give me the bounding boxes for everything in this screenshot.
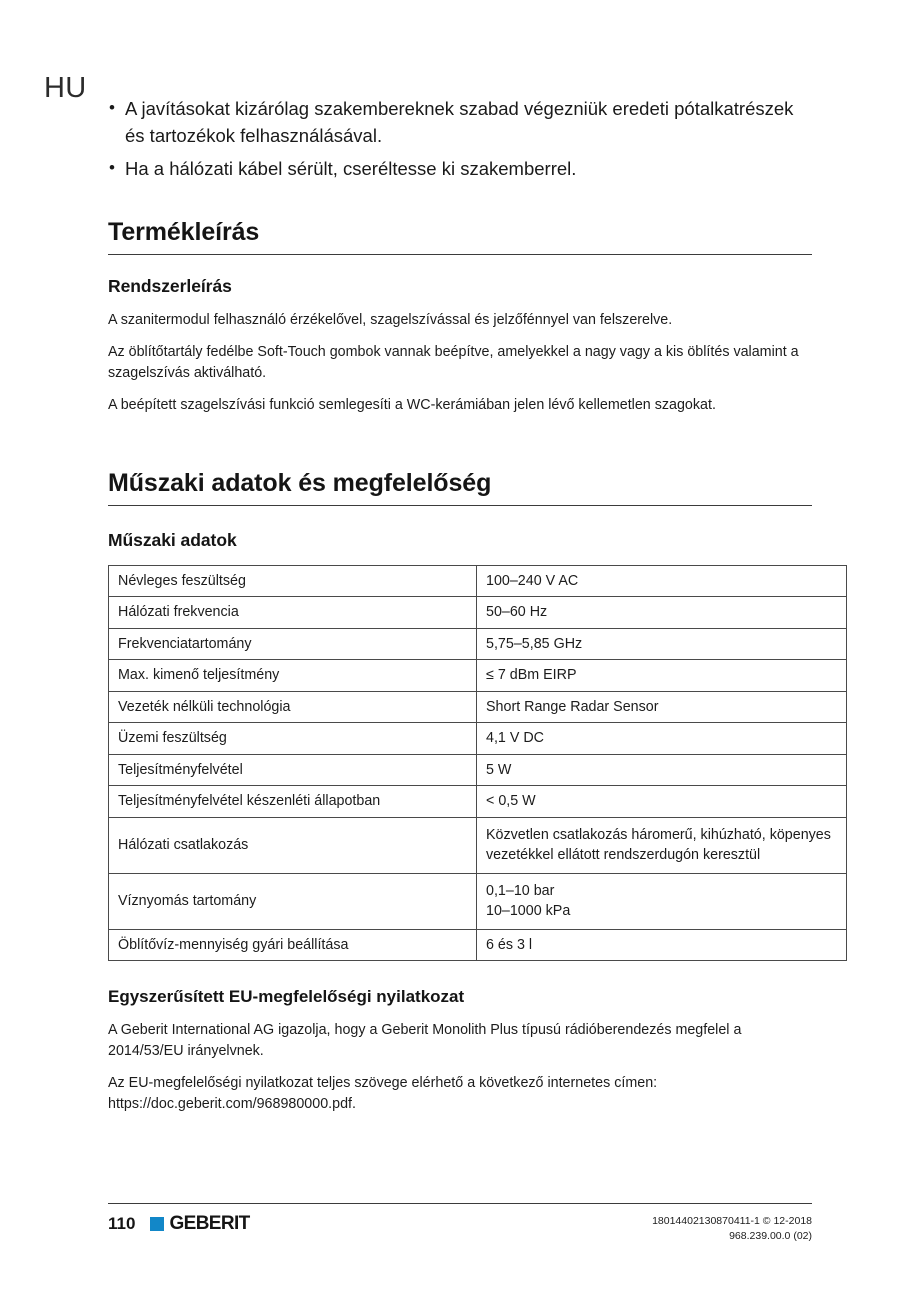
section-product-description — [108, 217, 812, 255]
table-row — [109, 565, 847, 597]
table-cell-value: 4,1 V DC — [477, 723, 847, 755]
table-cell-value: 5,75–5,85 GHz — [477, 628, 847, 660]
table-cell-label: Víznyomás tartomány — [109, 873, 477, 929]
table-cell-value: ≤ 7 dBm EIRP — [477, 660, 847, 692]
table-cell-value — [477, 873, 847, 929]
table-cell-value: Short Range Radar Sensor — [477, 691, 847, 723]
table-cell-label: Névleges feszültség — [109, 565, 477, 597]
table-cell-label: Vezeték nélküli technológia — [109, 691, 477, 723]
geberit-logo — [150, 1214, 249, 1233]
subsection-technical-data — [108, 530, 812, 551]
table-row — [109, 929, 847, 961]
table-cell-value: 5 W — [477, 754, 847, 786]
table-row — [109, 817, 847, 873]
logo-square-icon — [150, 1217, 164, 1231]
page-number: 110 — [108, 1214, 136, 1233]
subsection-heading: Egyszerűsített EU-megfelelőségi nyilatkozat — [108, 987, 465, 1006]
subsection-heading: Rendszerleírás — [108, 275, 232, 296]
technical-specifications-table — [108, 565, 847, 962]
table-cell-label: Teljesítményfelvétel készenléti állapotban — [109, 786, 477, 818]
table-row — [109, 628, 847, 660]
subsection-heading: Műszaki adatok — [108, 529, 237, 550]
table-body — [109, 565, 847, 961]
table-cell-label: Üzemi feszültség — [109, 723, 477, 755]
paragraph: A Geberit International AG igazolja, hogy a Geberit Monolith Plus típusú rádióberendezés megfelel a 2014/53/EU irányelvnek. — [108, 1022, 742, 1059]
table-cell-label: Hálózati csatlakozás — [109, 817, 477, 873]
page-content — [108, 96, 831, 1115]
table-row — [109, 786, 847, 818]
list-item: • Ha a hálózati kábel sérült, cseréltesse ki szakemberrel. — [108, 156, 812, 183]
table-cell-label: Max. kimenő teljesítmény — [109, 660, 477, 692]
table-cell-value: Közvetlen csatlakozás háromerű, kihúzható, köpenyes vezetékkel ellátott rendszerdugón keresztül — [477, 817, 847, 873]
table-row — [109, 873, 847, 929]
table-cell-label: Teljesítményfelvétel — [109, 754, 477, 786]
intro-bullet-list — [108, 96, 812, 183]
table-row — [109, 597, 847, 629]
table-cell-value-line: 10–1000 kPa — [486, 903, 571, 919]
table-cell-value: < 0,5 W — [477, 786, 847, 818]
table-row — [109, 754, 847, 786]
section-heading: Termékleírás — [108, 217, 812, 255]
subsection-eu-declaration — [108, 987, 812, 1115]
paragraph: A beépített szagelszívási funkció semlegesíti a WC-kerámiában jelen lévő kellemetlen szagokat. — [108, 396, 716, 413]
footer-document-codes — [652, 1214, 812, 1244]
footer-left-group — [108, 1214, 250, 1233]
list-item: • A javításokat kizárólag szakembereknek szabad végezniük eredeti pótalkatrészek és tartozékok felhasználásával. — [108, 96, 812, 149]
table-cell-label: Frekvenciatartomány — [109, 628, 477, 660]
language-marker: HU — [44, 72, 87, 104]
table-row — [109, 723, 847, 755]
section-heading: Műszaki adatok és megfelelőség — [108, 468, 812, 506]
subsection-system-description — [108, 276, 812, 416]
table-cell-value: 100–240 V AC — [477, 565, 847, 597]
table-cell-value: 6 és 3 l — [477, 929, 847, 961]
table-cell-value-line: 0,1–10 bar — [486, 882, 555, 899]
paragraph: Az EU-megfelelőségi nyilatkozat teljes szövege elérhető a következő internetes címen: https://doc.geberit.com/968980000.pdf. — [108, 1075, 658, 1112]
table-cell-label: Hálózati frekvencia — [109, 597, 477, 629]
document-number: 968.239.00.0 (02) — [729, 1230, 812, 1242]
table-cell-label: Öblítővíz-mennyiség gyári beállítása — [109, 929, 477, 961]
table-cell-value: 50–60 Hz — [477, 597, 847, 629]
paragraph: Az öblítőtartály fedélbe Soft-Touch gombok vannak beépítve, amelyekkel a nagy vagy a kis öblítés valamint a szagelszívás aktiválható. — [108, 343, 799, 381]
paragraph: A szanitermodul felhasználó érzékelővel, szagelszívással és jelzőfénnyel van felszerelve. — [108, 311, 673, 328]
table-row — [109, 660, 847, 692]
logo-wordmark: GEBERIT — [169, 1213, 250, 1234]
table-row — [109, 691, 847, 723]
page-footer — [108, 1203, 812, 1244]
section-technical-data — [108, 468, 812, 506]
document-code: 18014402130870411-1 © 12-2018 — [652, 1215, 812, 1227]
